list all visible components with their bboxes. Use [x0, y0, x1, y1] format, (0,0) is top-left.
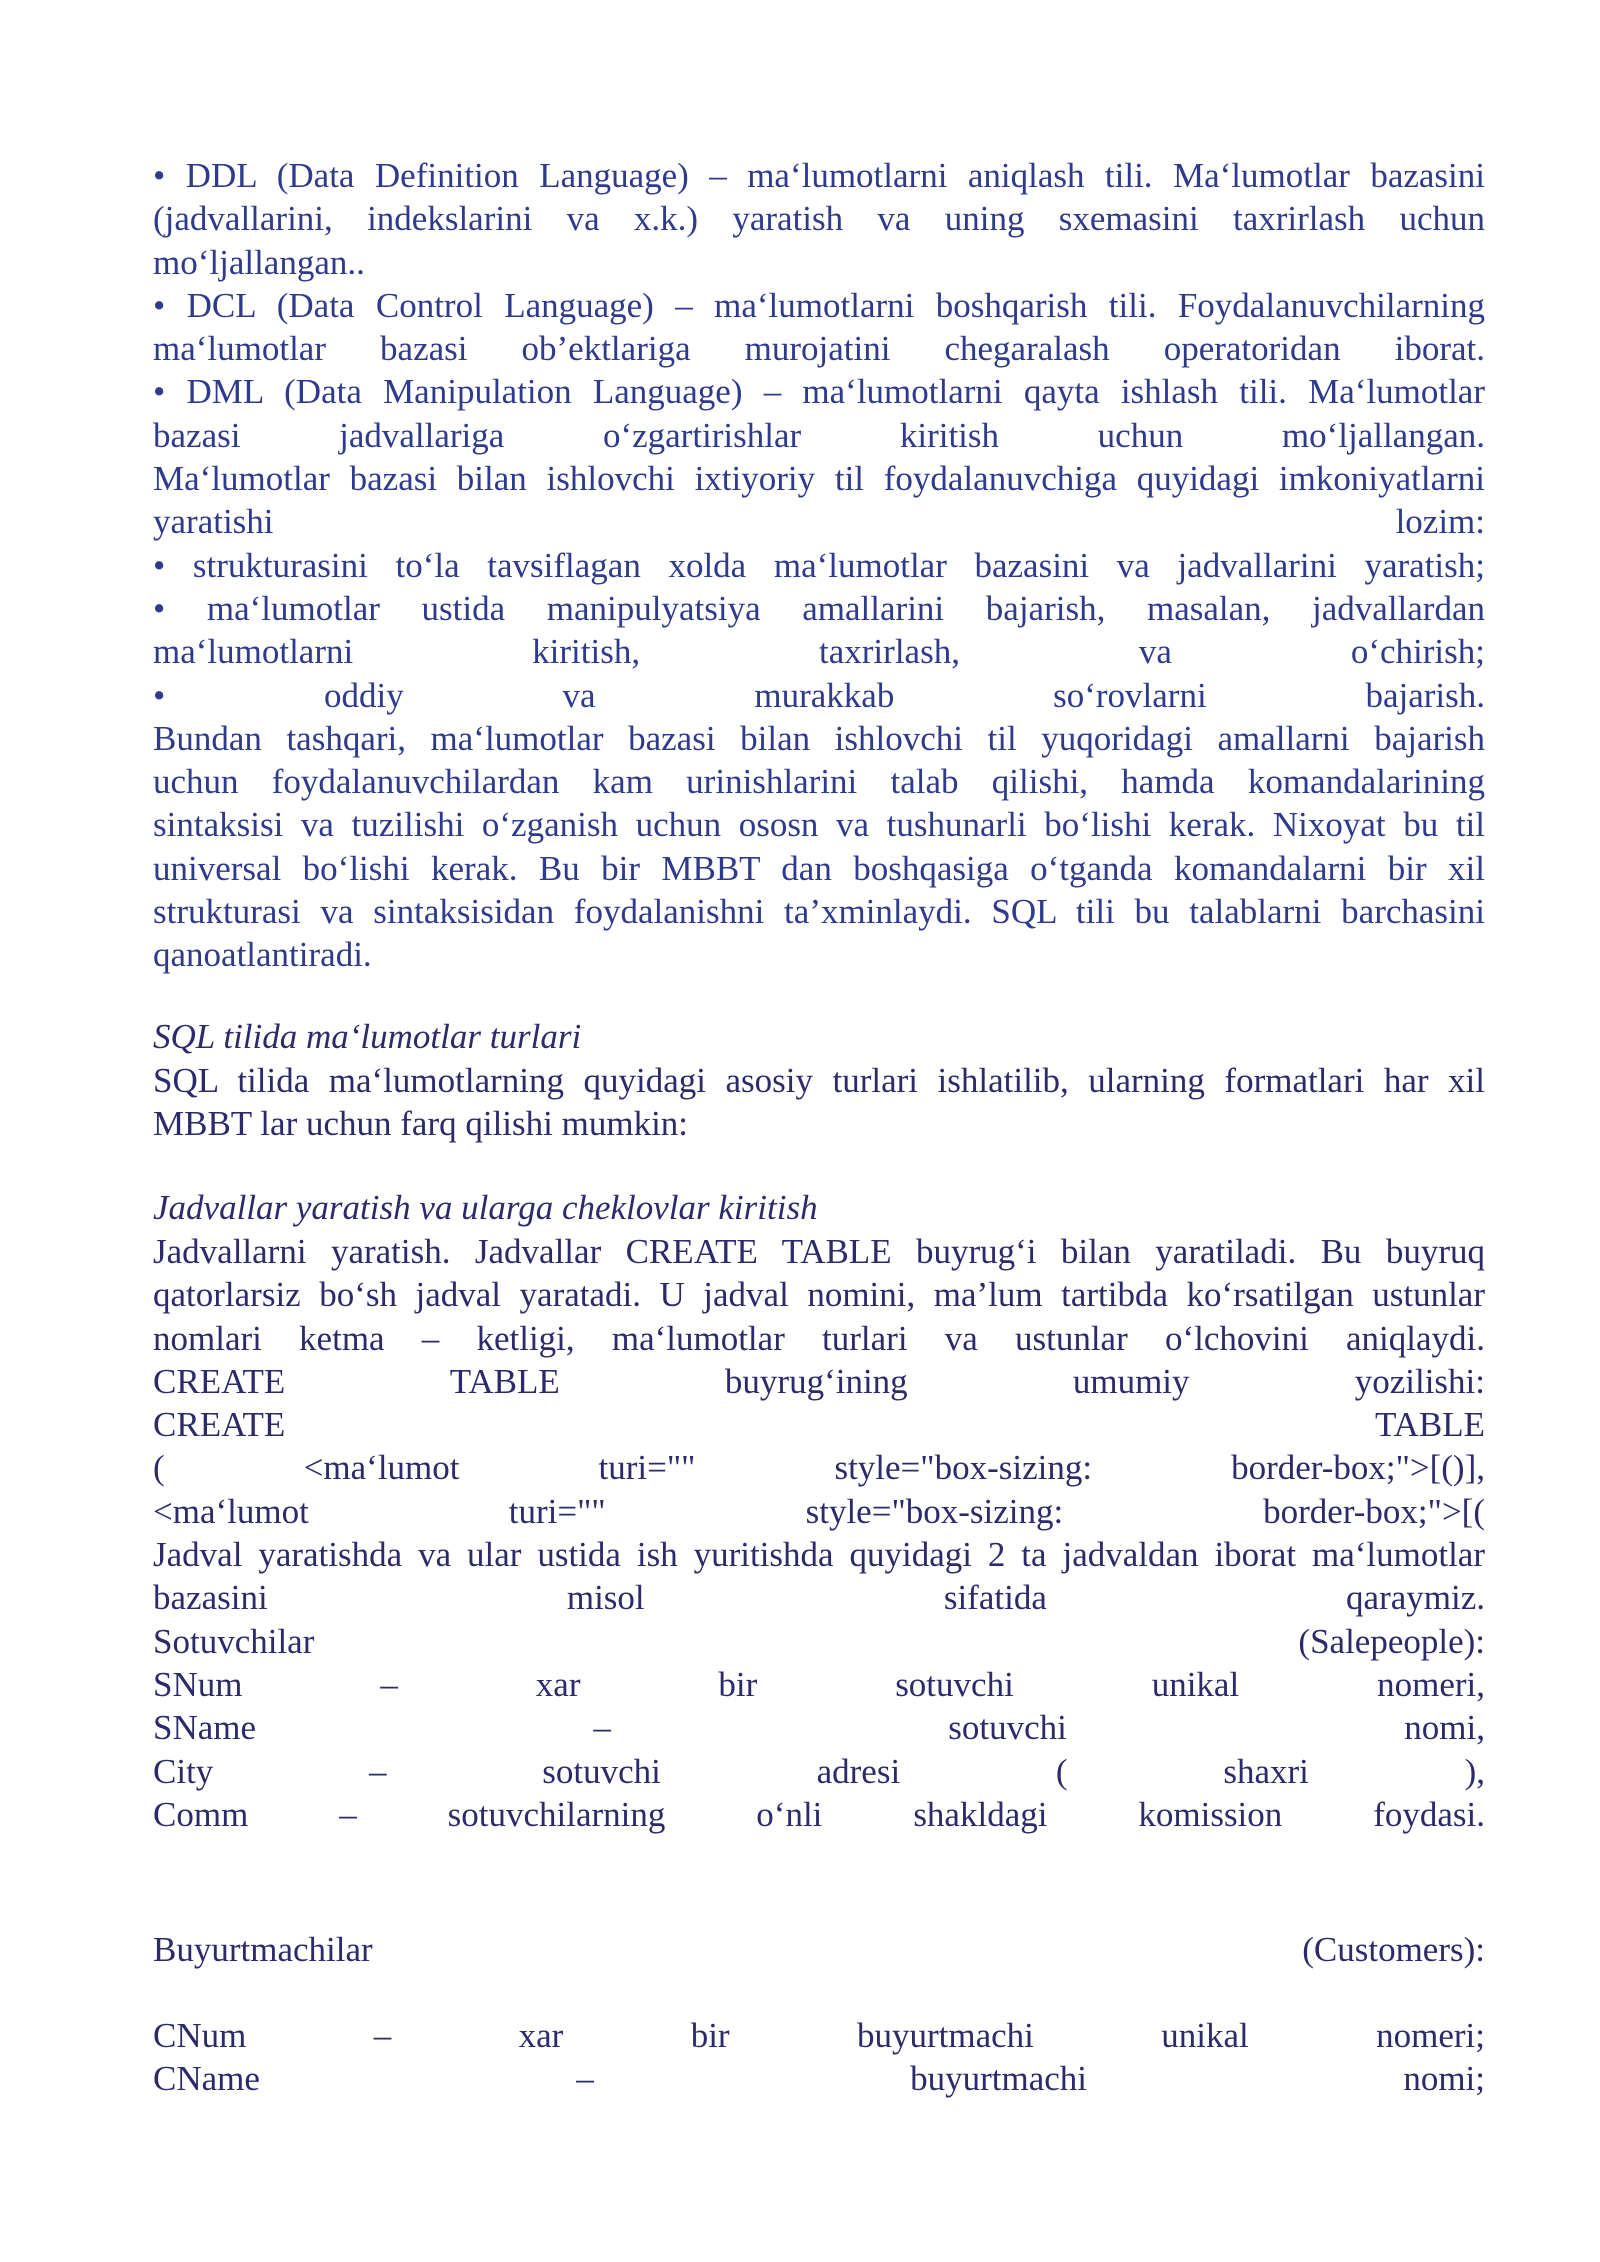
text-line: sintaksisi va tuzilishi o‘zganish uchun ososn va tushunarli bo‘lishi kerak. Nixoyat bu til	[153, 805, 1485, 845]
text-line: MBBT lar uchun farq qilishi mumkin:	[153, 1104, 689, 1144]
text-line: Jadval yaratishda va ular ustida ish yuritishda quyidagi 2 ta jadvaldan iborat ma‘lumotlar	[153, 1535, 1485, 1575]
text-line: Comm – sotuvchilarning o‘nli shakldagi komission foydasi.	[153, 1794, 1485, 1834]
text-line: CNum – xar bir buyurtmachi unikal nomeri;	[153, 2016, 1485, 2055]
text-line: strukturasi va sintaksisidan foydalanishni ta’xminlaydi. SQL tili bu talablarni barchasini	[153, 892, 1485, 932]
text-line: • DDL (Data Definition Language) – ma‘lumotlarni aniqlash tili. Ma‘lumotlar bazasini	[153, 156, 1485, 195]
create-table-paragraphs	[153, 1230, 1485, 1836]
intro-paragraphs	[153, 154, 1485, 977]
text-line: SName – sotuvchi nomi,	[153, 1708, 1485, 1748]
customers-fields	[153, 2014, 1485, 2101]
text-line: • DCL (Data Control Language) – ma‘lumotlarni boshqarish tili. Foydalanuvchilarning	[153, 285, 1485, 325]
customers-heading-line	[153, 1928, 1485, 1971]
text-line: Jadvallarni yaratish. Jadvallar CREATE TABLE buyrug‘i bilan yaratiladi. Bu buyruq	[153, 1232, 1485, 1271]
text-line: ma‘lumotlarni kiritish, taxrirlash, va o‘chirish;	[153, 632, 1485, 672]
text-line: Ma‘lumotlar bazasi bilan ishlovchi ixtiyoriy til foydalanuvchiga quyidagi imkoniyatlarni	[153, 459, 1485, 499]
text-line: qanoatlantiradi.	[153, 935, 372, 975]
text-line: • oddiy va murakkab so‘rovlarni bajarish.	[153, 675, 1485, 715]
heading-text: SQL tilida ma‘lumotlar turlari	[153, 1017, 582, 1056]
section-heading-create-tables	[153, 1186, 1485, 1229]
text-line: <ma‘lumot turi="" style="box-sizing: border-box;">[(	[153, 1491, 1485, 1531]
text-line: ( <ma‘lumot turi="" style="box-sizing: border-box;">[()],	[153, 1448, 1485, 1488]
text-line: mo‘ljallangan..	[153, 242, 365, 282]
text-line: CREATE TABLE buyrug‘ining umumiy yozilishi:	[153, 1361, 1485, 1401]
text-line: • strukturasini to‘la tavsiflagan xolda ma‘lumotlar bazasini va jadvallarini yaratish;	[153, 545, 1485, 585]
text-line: ma‘lumotlar bazasi ob’ektlariga murojatini chegaralash operatoridan iborat.	[153, 329, 1485, 369]
text-line: • ma‘lumotlar ustida manipulyatsiya amallarini bajarish, masalan, jadvallardan	[153, 588, 1485, 628]
text-line: Buyurtmachilar (Customers):	[153, 1930, 1485, 1969]
text-line: City – sotuvchi adresi ( shaxri ),	[153, 1751, 1485, 1791]
text-line: (jadvallarini, indekslarini va x.k.) yaratish va uning sxemasini taxrirlash uchun	[153, 199, 1485, 239]
data-types-paragraph	[153, 1059, 1485, 1146]
text-line: bazasi jadvallariga o‘zgartirishlar kiritish uchun mo‘ljallangan.	[153, 415, 1485, 455]
heading-text: Jadvallar yaratish va ularga cheklovlar kiritish	[153, 1188, 818, 1227]
text-line: SNum – xar bir sotuvchi unikal nomeri,	[153, 1664, 1485, 1704]
text-line: bazasini misol sifatida qaraymiz.	[153, 1578, 1485, 1618]
text-line: universal bo‘lishi kerak. Bu bir MBBT dan boshqasiga o‘tganda komandalarni bir xil	[153, 848, 1485, 888]
section-heading-data-types	[153, 1015, 1485, 1058]
text-line: CName – buyurtmachi nomi;	[153, 2059, 1485, 2099]
text-line: SQL tilida ma‘lumotlarning quyidagi asosiy turlari ishlatilib, ularning formatlari har xil	[153, 1061, 1485, 1100]
text-line: uchun foydalanuvchilardan kam urinishlarini talab qilishi, hamda komandalarining	[153, 762, 1485, 802]
text-line: nomlari ketma – ketligi, ma‘lumotlar turlari va ustunlar o‘lchovini aniqlaydi.	[153, 1318, 1485, 1358]
text-line: • DML (Data Manipulation Language) – ma‘lumotlarni qayta ishlash tili. Ma‘lumotlar	[153, 372, 1485, 412]
text-line: qatorlarsiz bo‘sh jadval yaratadi. U jadval nomini, ma’lum tartibda ko‘rsatilgan ustunlar	[153, 1275, 1485, 1315]
text-line: CREATE TABLE	[153, 1405, 1485, 1445]
text-line: Sotuvchilar (Salepeople):	[153, 1621, 1485, 1661]
text-line: Bundan tashqari, ma‘lumotlar bazasi bilan ishlovchi til yuqoridagi amallarni bajarish	[153, 718, 1485, 758]
text-line: yaratishi lozim:	[153, 502, 1485, 542]
